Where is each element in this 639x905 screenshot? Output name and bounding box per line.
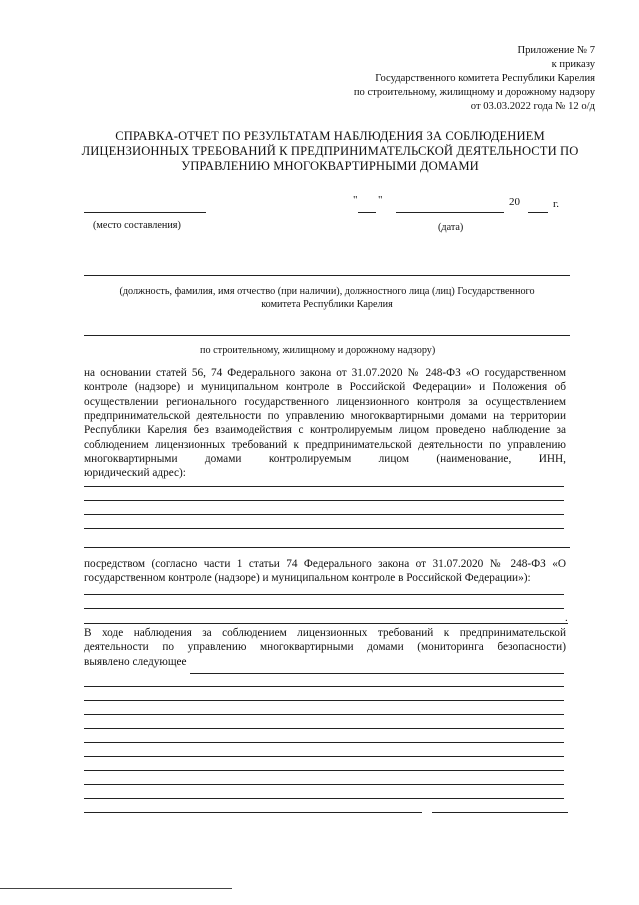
- title-line: УПРАВЛЕНИЮ МНОГОКВАРТИРНЫМИ ДОМАМИ: [181, 159, 479, 174]
- appendix-line: от 03.03.2022 года № 12 о/д: [470, 101, 595, 113]
- month-field-line[interactable]: [396, 212, 504, 213]
- day-field-line[interactable]: [358, 212, 376, 213]
- title-line: СПРАВКА-ОТЧЕТ ПО РЕЗУЛЬТАТАМ НАБЛЮДЕНИЯ ЗА СОБЛЮДЕНИЕМ: [115, 129, 545, 143]
- result-field-line[interactable]: [84, 770, 564, 771]
- appendix-line: по строительному, жилищному и дорожному надзору: [353, 87, 595, 99]
- footnote-separator: [0, 888, 232, 889]
- entity-field-line[interactable]: [84, 547, 570, 548]
- supervision-label: по строительному, жилищному и дорожному надзору): [200, 345, 436, 356]
- official-label-line: (должность, фамилия, имя отчество (при наличии), должностного лица (лиц) Государственного: [119, 286, 535, 297]
- paragraph-line: деятельности по управлению многоквартирными домами (мониторинга безопасности): [84, 641, 566, 654]
- appendix-line: Государственного комитета Республики Карелия: [375, 73, 595, 85]
- appendix-line: к приказу: [551, 59, 595, 71]
- result-field-line[interactable]: [84, 742, 564, 743]
- paragraph-line: государственном контроле (надзоре) и муниципальном контроле в Российской Федерации»):: [84, 572, 531, 585]
- entity-field-line[interactable]: [84, 486, 564, 487]
- paragraph-line: осуществлении регионального государственного лицензионного контроля за осуществлением: [84, 395, 566, 408]
- result-field-line[interactable]: [84, 728, 564, 729]
- result-paragraph: [84, 626, 566, 669]
- result-field-line[interactable]: [84, 686, 564, 687]
- basis-paragraph: [84, 366, 566, 481]
- paragraph-line: соблюдением лицензионных требований к предпринимательской деятельности по управлению: [84, 438, 566, 451]
- year-field-line[interactable]: [528, 212, 548, 213]
- result-field-line[interactable]: [84, 756, 564, 757]
- official-label-line: комитета Республики Карелия: [261, 299, 393, 311]
- entity-field-line[interactable]: [84, 514, 564, 515]
- entity-field-line[interactable]: [84, 500, 564, 501]
- year-prefix: 20: [509, 196, 520, 208]
- paragraph-line: предпринимательской деятельности по управлению многоквартирными домами на территории: [84, 410, 566, 423]
- paragraph-line: многоквартирными домами контролируемым лицом (наименование, ИНН,: [84, 453, 566, 466]
- paragraph-line: В ходе наблюдения за соблюдением лицензионных требований к предпринимательской: [84, 627, 566, 639]
- means-field-line[interactable]: [84, 608, 564, 609]
- entity-field-line[interactable]: [84, 528, 564, 529]
- quote-open: ": [353, 194, 358, 206]
- paragraph-line: юридический адрес):: [84, 467, 186, 480]
- appendix-header: [354, 44, 595, 114]
- place-label: (место составления): [93, 220, 181, 231]
- means-end-period: .: [565, 612, 568, 624]
- official-label: [90, 285, 564, 312]
- place-field-line[interactable]: [84, 212, 206, 213]
- result-field-line[interactable]: [84, 784, 564, 785]
- year-suffix: г.: [553, 198, 560, 210]
- result-field-line[interactable]: [84, 714, 564, 715]
- paragraph-line: на основании статей 56, 74 Федерального закона от 31.07.2020 № 248-ФЗ «О государственном: [84, 367, 566, 379]
- means-field-line[interactable]: [84, 594, 564, 595]
- official-field-line[interactable]: [84, 275, 570, 276]
- quote-close: ": [378, 194, 383, 206]
- result-field-line[interactable]: [84, 812, 422, 813]
- means-field-line[interactable]: [84, 623, 568, 624]
- paragraph-line: посредством (согласно части 1 статьи 74 Федерального закона от 31.07.2020 № 248-ФЗ «О: [84, 558, 566, 570]
- appendix-line: Приложение № 7: [517, 45, 595, 56]
- document-title: [70, 129, 590, 174]
- paragraph-line: контроле (надзоре) и муниципальном контроле в Российской Федерации» и Положения об: [84, 381, 566, 394]
- result-field-line[interactable]: [84, 700, 564, 701]
- result-field-line[interactable]: [432, 812, 568, 813]
- title-line: ЛИЦЕНЗИОННЫХ ТРЕБОВАНИЙ К ПРЕДПРИНИМАТЕЛЬСКОЙ ДЕЯТЕЛЬНОСТИ ПО: [81, 144, 579, 159]
- paragraph-line: выявлено следующее: [84, 655, 187, 668]
- means-paragraph: [84, 557, 566, 586]
- paragraph-line: Республики Карелия без взаимодействия с контролируемым лицом проведено наблюдение за: [84, 424, 566, 437]
- result-field-line[interactable]: [190, 673, 564, 674]
- result-field-line[interactable]: [84, 798, 564, 799]
- date-label: (дата): [438, 222, 464, 233]
- supervision-field-line[interactable]: [84, 335, 570, 336]
